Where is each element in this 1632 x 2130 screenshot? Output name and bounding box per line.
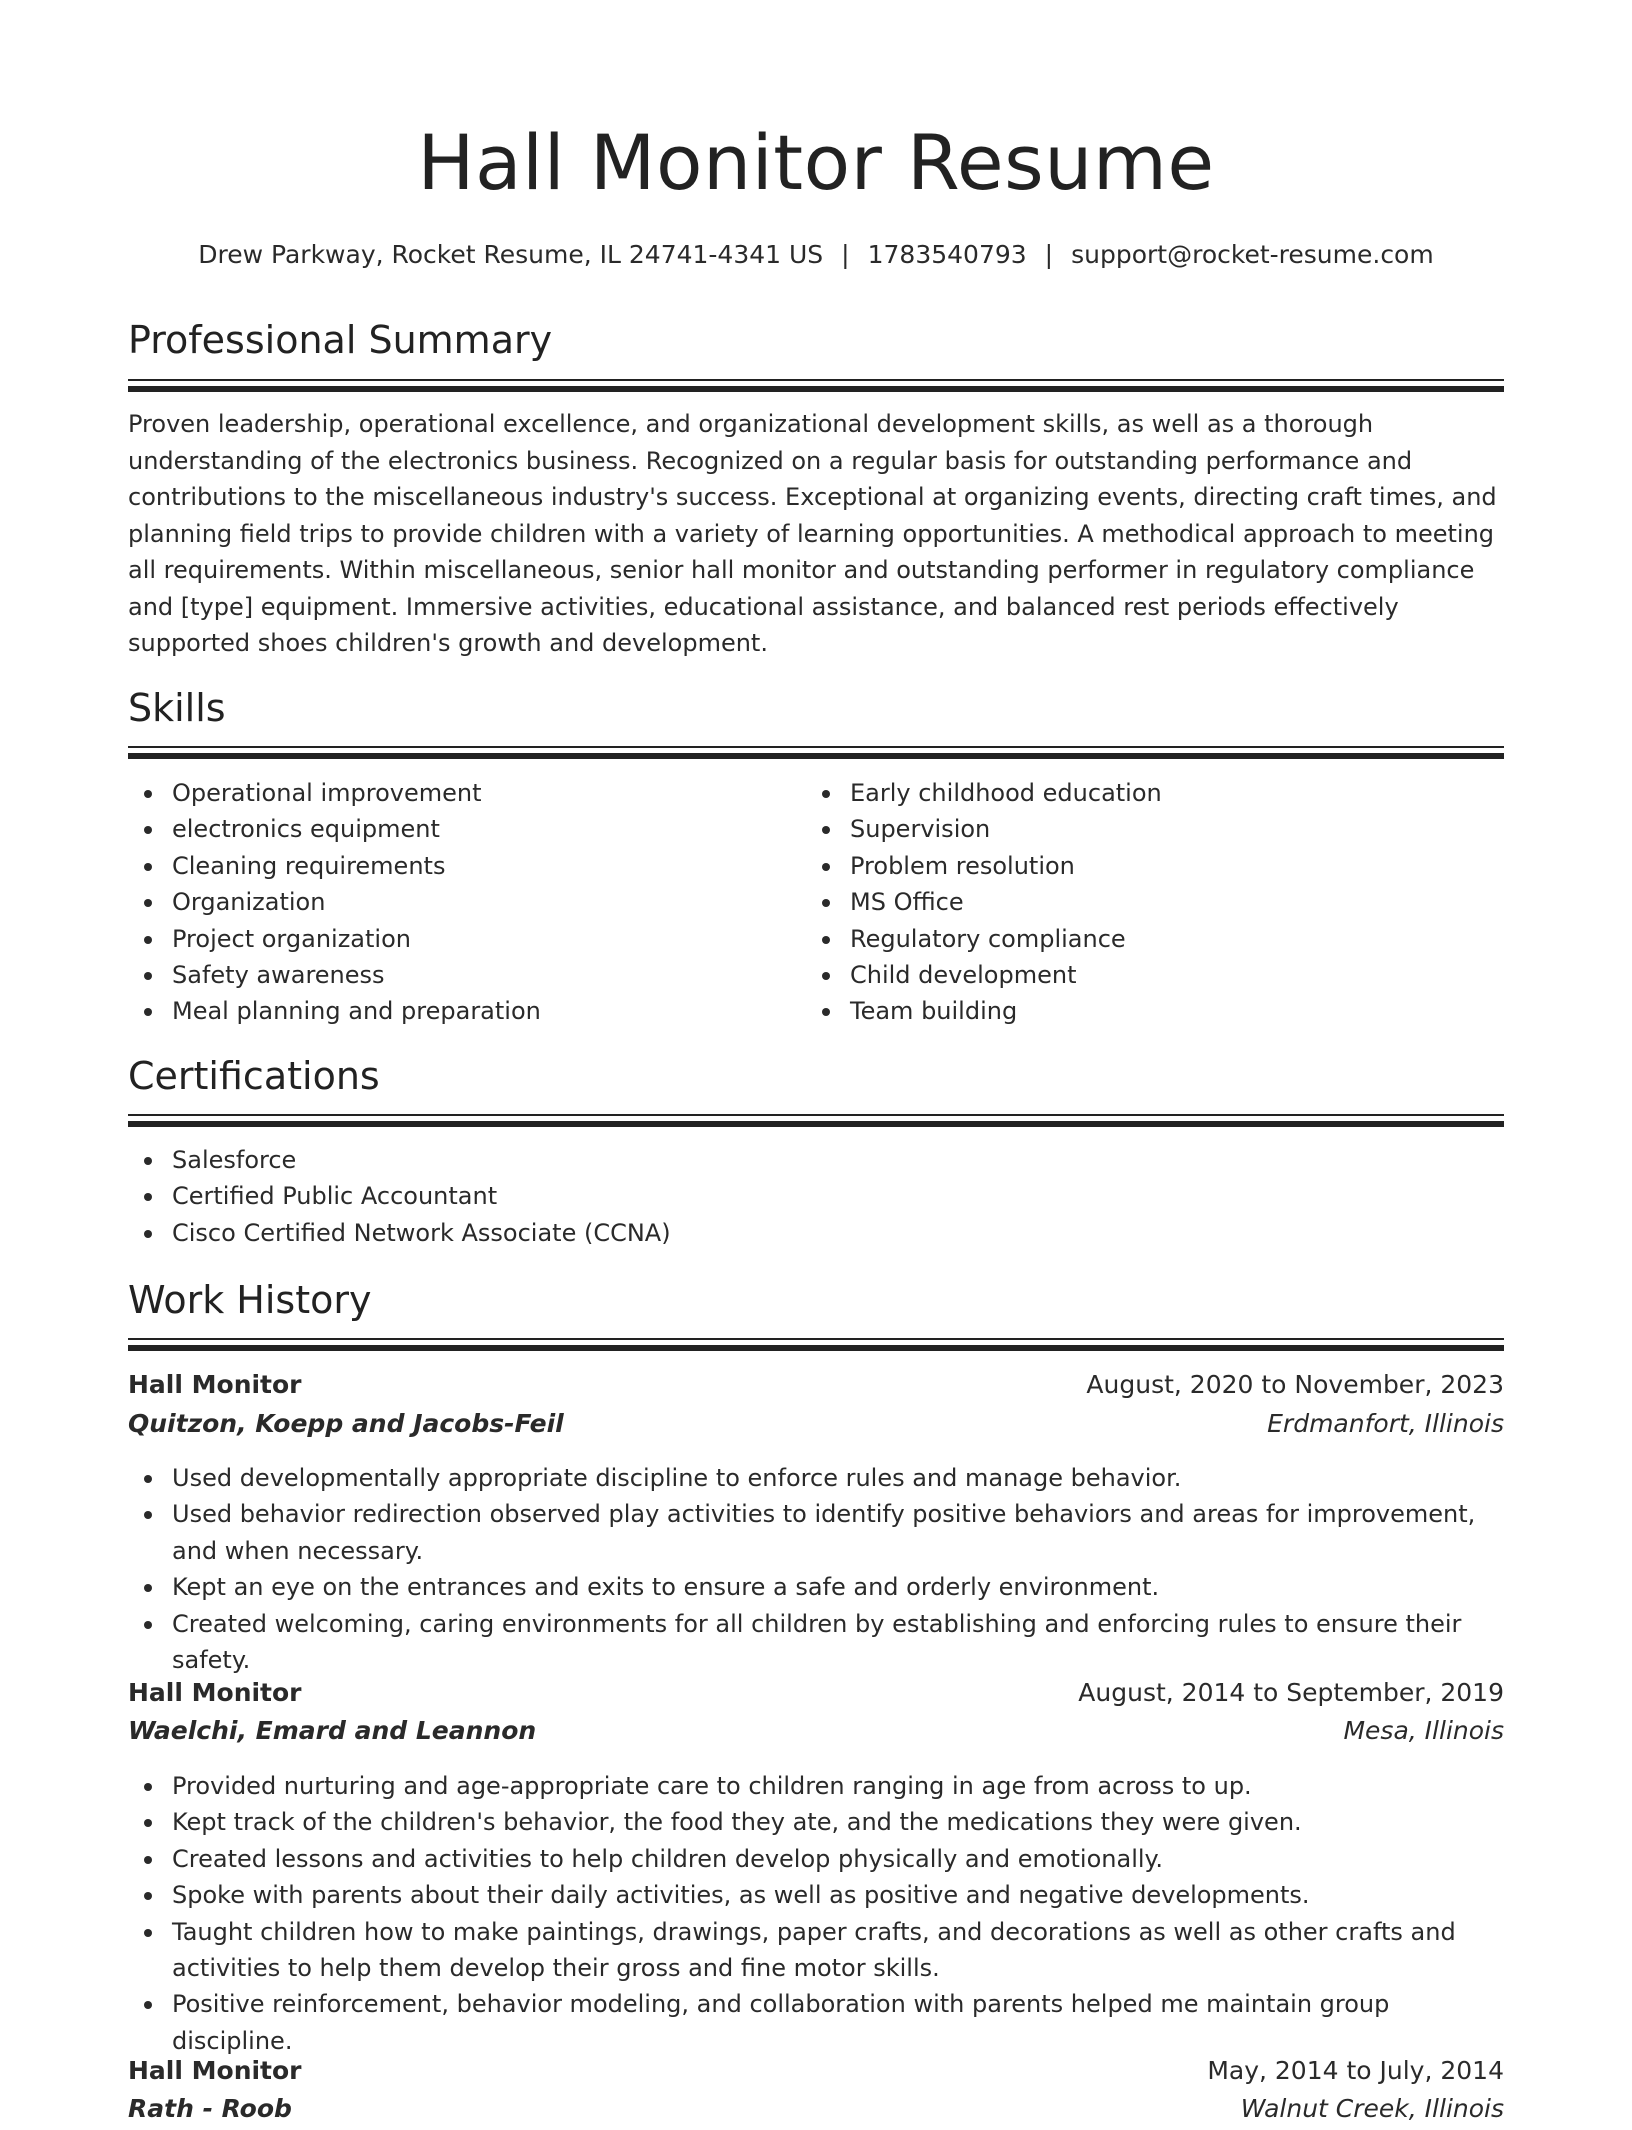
skills-list-right	[806, 775, 1504, 1030]
section-divider	[128, 1338, 1504, 1351]
resume-title: Hall Monitor Resume	[417, 118, 1215, 207]
summary-text: Proven leadership, operational excellence, and organizational development skills, as well as a thorough understanding of the electronics business. Recognized on a regular basis for outstanding performance and contributions to the miscellaneous industry's success. Exceptional at organizing events, directing craft times, and planning field trips to provide children with a variety of learning opportunities. A methodical approach to meeting all requirements. Within miscellaneous, senior hall monitor and outstanding performer in regulatory compliance and [type] equipment. Immersive activities, educational assistance, and balanced rest periods effectively supported shoes children's growth and development.	[128, 410, 1497, 657]
skills-list-left	[128, 775, 798, 1030]
job-location: Erdmanfort, Illinois	[1267, 1409, 1504, 1438]
skill-item: MS Office	[806, 884, 1504, 920]
contact-separator: |	[841, 240, 850, 269]
contact-separator: |	[1044, 240, 1054, 269]
skill-item: Cleaning requirements	[128, 848, 798, 884]
job-company-row	[128, 2094, 1504, 2130]
job-bullets	[128, 1768, 1504, 2059]
job-bullet: Taught children how to make paintings, drawings, paper crafts, and decorations as well as other crafts and activities to help them develop their gross and fine motor skills.	[128, 1914, 1504, 1987]
job-title: Hall Monitor	[128, 2056, 302, 2085]
job-company-row	[128, 1716, 1504, 1752]
job-location: Mesa, Illinois	[1343, 1716, 1504, 1745]
skill-item: Operational improvement	[128, 775, 798, 811]
certification-item: Certified Public Accountant	[128, 1178, 1504, 1214]
section-divider	[128, 1114, 1504, 1127]
skill-item: Project organization	[128, 921, 798, 957]
contact-phone: 1783540793	[867, 240, 1027, 269]
skill-item: Early childhood education	[806, 775, 1504, 811]
job-location: Walnut Creek, Illinois	[1240, 2094, 1504, 2123]
work-section-header	[128, 1278, 1504, 1322]
job-title: Hall Monitor	[128, 1678, 302, 1707]
skills-heading: Skills	[128, 686, 226, 730]
certifications-list	[128, 1142, 1504, 1251]
skill-item: Child development	[806, 957, 1504, 993]
contact-email: support@rocket-resume.com	[1071, 240, 1434, 269]
job-title-row	[128, 2056, 1504, 2092]
job-bullet: Created welcoming, caring environments for all children by establishing and enforcing rules to ensure their safety.	[128, 1606, 1504, 1679]
job-bullet: Kept an eye on the entrances and exits to ensure a safe and orderly environment.	[128, 1569, 1504, 1605]
job-company: Rath - Roob	[128, 2094, 292, 2123]
job-dates: May, 2014 to July, 2014	[1207, 2056, 1504, 2085]
skill-item: Regulatory compliance	[806, 921, 1504, 957]
contact-line	[128, 240, 1504, 269]
certification-item: Cisco Certified Network Associate (CCNA)	[128, 1215, 1504, 1251]
summary-section-header	[128, 318, 1504, 362]
section-divider	[128, 379, 1504, 392]
skill-item: Safety awareness	[128, 957, 798, 993]
job-title-row	[128, 1370, 1504, 1406]
job-dates: August, 2014 to September, 2019	[1078, 1678, 1504, 1707]
job-bullet: Provided nurturing and age-appropriate care to children ranging in age from across to up.	[128, 1768, 1504, 1804]
job-company: Waelchi, Emard and Leannon	[128, 1716, 537, 1745]
job-title: Hall Monitor	[128, 1370, 302, 1399]
skills-section-header	[128, 686, 1504, 730]
skill-item: Organization	[128, 884, 798, 920]
job-bullet: Used behavior redirection observed play activities to identify positive behaviors and areas for improvement, and when necessary.	[128, 1496, 1504, 1569]
job-bullet: Used developmentally appropriate discipline to enforce rules and manage behavior.	[128, 1460, 1504, 1496]
certifications-section-header	[128, 1054, 1504, 1098]
skill-item: Supervision	[806, 811, 1504, 847]
work-heading: Work History	[128, 1278, 372, 1322]
skill-item: electronics equipment	[128, 811, 798, 847]
job-bullet: Kept track of the children's behavior, the food they ate, and the medications they were given.	[128, 1804, 1504, 1840]
summary-heading: Professional Summary	[128, 318, 553, 362]
job-bullet: Spoke with parents about their daily activities, as well as positive and negative developments.	[128, 1877, 1504, 1913]
contact-address: Drew Parkway, Rocket Resume, IL 24741-4341 US	[198, 240, 824, 269]
skill-item: Team building	[806, 993, 1504, 1029]
job-company-row	[128, 1409, 1504, 1445]
job-dates: August, 2020 to November, 2023	[1086, 1370, 1504, 1399]
skill-item: Problem resolution	[806, 848, 1504, 884]
certification-item: Salesforce	[128, 1142, 1504, 1178]
skill-item: Meal planning and preparation	[128, 993, 798, 1029]
job-bullets	[128, 1460, 1504, 1678]
certifications-heading: Certifications	[128, 1054, 380, 1098]
job-company: Quitzon, Koepp and Jacobs-Feil	[128, 1409, 564, 1438]
job-title-row	[128, 1678, 1504, 1714]
job-bullet: Created lessons and activities to help children develop physically and emotionally.	[128, 1841, 1504, 1877]
section-divider	[128, 746, 1504, 759]
job-bullet: Positive reinforcement, behavior modeling, and collaboration with parents helped me maintain group discipline.	[128, 1986, 1504, 2059]
